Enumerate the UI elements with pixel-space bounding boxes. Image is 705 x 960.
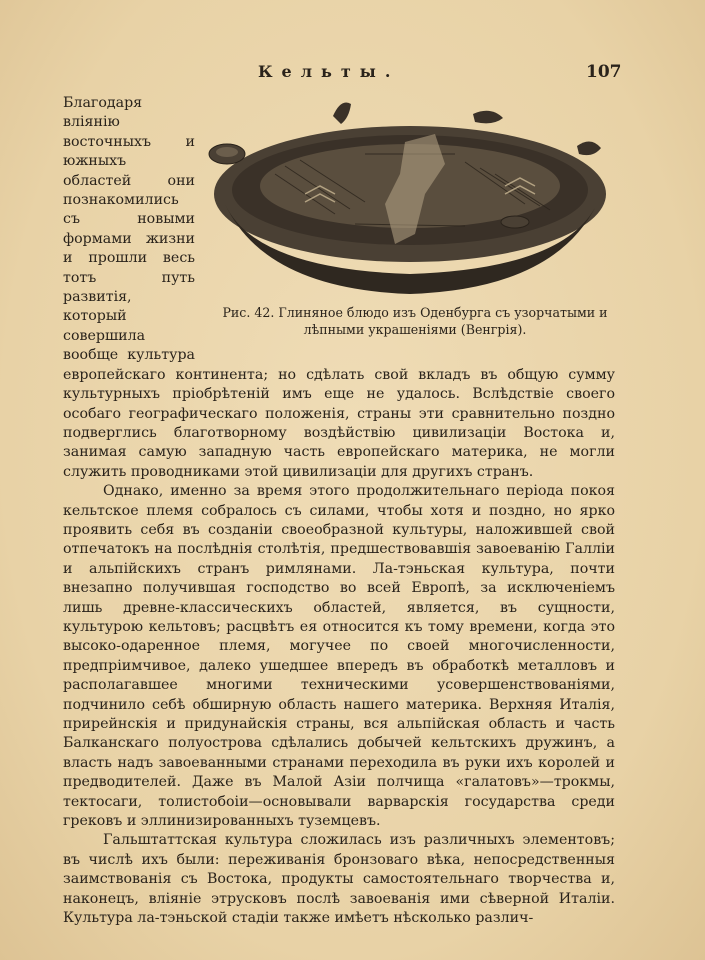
paragraph-2: Однако, именно за время этого продолжительнаго періода покоя кельтское племя собралось съ силами, чтобы хотя и поздно, но ярко проявить себя въ созданіи своеобразной культуры, наложившей свой отпечатокъ на послѣднія столѣтія, предшествовавшія завоеванію Галліи и альпійскихъ странъ римлянами. Ла-тэньская культура, почти внезапно получившая господство во всей Европѣ, за исключеніемъ лишь древне-классическихъ областей, является, въ сущности, культурою кельтовъ; расцвѣтъ ея относится къ тому времени, когда это высоко-одаренное племя, могучее по своей многочисленности, предпріимчивое, далеко ушедшее впередъ въ обработкѣ металловъ и располагавшее многими техническими усовершенствованіями, подчинило себѣ обширную область нашего материка. Верхняя Италія, прирейнскія и придунайскія страны, вся альпійская область и часть Балканскаго полуострова сдѣлались добычей кельтскихъ дружинъ, а власть надъ завоеванными странами переходила въ руки ихъ королей и предводителей. Даже въ Малой Азіи полчища «галатовъ»—трокмы, тектосаги, толистобоіи—основывали варварскія государства среди грековъ и эллинизированныхъ туземцевъ.: [63, 483, 615, 830]
page-body: [63, 94, 615, 928]
dish-ornament-bird-left: [333, 103, 351, 125]
page-number: 107: [586, 62, 622, 82]
dish-lug-right: [501, 216, 529, 228]
paragraph-3: Гальштаттская культура сложилась изъ различныхъ элементовъ; въ числѣ ихъ были: переживанія бронзоваго вѣка, непосредственныя заимствованія съ Востока, продукты самостоятельнаго творчества и, наконецъ, вліяніе этрусковъ послѣ завоеванія ими сѣверной Италіи. Культура ла-тэньской стадіи также имѣетъ нѣсколько различ-: [63, 832, 615, 927]
figure-caption: Рис. 42. Глиняное блюдо изъ Оденбурга съ узорчатыми и лѣпными украшеніями (Венгрія).: [222, 305, 608, 337]
dish-ornament-top-right: [473, 111, 503, 124]
running-title: Кельты.: [258, 62, 400, 81]
paragraph-1: Благодаря вліянію восточныхъ и южныхъ областей они познакомились съ новыми формами жизни и прошли весь тотъ путь развитія, который совершила вообще культура европейскаго континента; но сдѣлать свой вкладъ въ общую сумму культурныхъ пріобрѣтеній имъ еще не удалось. Вслѣдствіе своего особаго географическаго положенія, страны эти сравнительно поздно подверглись благотворному воздѣйствію цивилизаціи Востока и, занимая самую западную часть европейскаго материка, не могли служить проводниками этой цивилизаціи для другихъ странъ.: [63, 95, 615, 480]
dish-ornament-bird-right: [577, 141, 601, 155]
clay-dish-illustration: [205, 94, 615, 304]
figure-42: [205, 94, 615, 352]
page-header: [0, 62, 705, 86]
